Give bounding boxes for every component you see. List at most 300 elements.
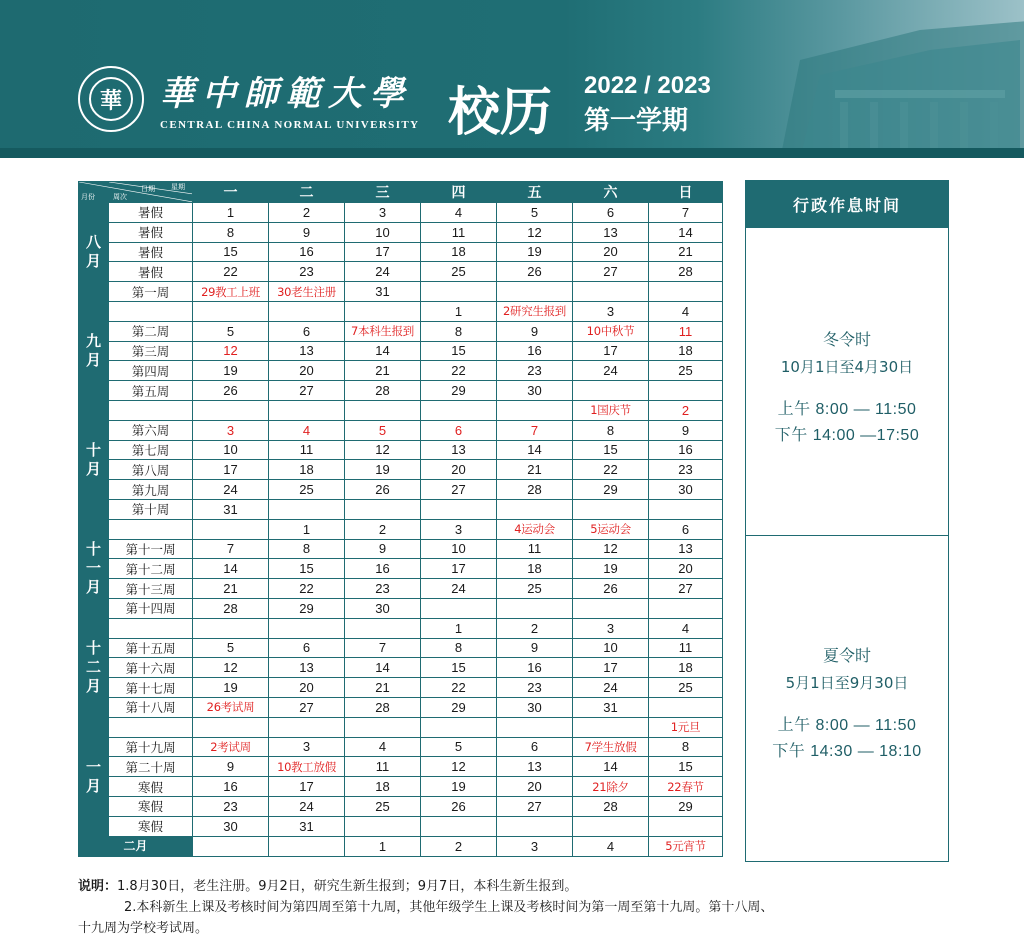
day-cell: 20 xyxy=(573,242,649,262)
day-cell: 27 xyxy=(649,579,723,599)
day-cell xyxy=(421,598,497,618)
day-cell xyxy=(573,717,649,737)
day-cell: 15 xyxy=(573,440,649,460)
day-cell: 3 xyxy=(193,420,269,440)
day-cell xyxy=(573,816,649,836)
week-label: 暑假 xyxy=(109,242,193,262)
day-cell: 28 xyxy=(497,480,573,500)
day-cell xyxy=(421,400,497,420)
weekday-header: 三 xyxy=(345,182,421,203)
day-cell xyxy=(573,381,649,401)
day-cell: 2研究生报到 xyxy=(497,301,573,321)
day-cell: 17 xyxy=(573,658,649,678)
day-cell: 5 xyxy=(421,737,497,757)
day-cell: 12 xyxy=(345,440,421,460)
week-label xyxy=(109,717,193,737)
week-label: 第十三周 xyxy=(109,579,193,599)
day-cell: 25 xyxy=(345,796,421,816)
banner-bottom-strip xyxy=(0,148,1024,158)
day-cell xyxy=(649,598,723,618)
day-cell: 4 xyxy=(649,301,723,321)
day-cell: 16 xyxy=(497,658,573,678)
day-cell: 8 xyxy=(193,222,269,242)
day-cell: 26考试周 xyxy=(193,697,269,717)
panel-divider-middle xyxy=(746,535,948,536)
day-cell: 11 xyxy=(497,539,573,559)
calendar-week-row xyxy=(79,579,723,599)
day-cell: 1 xyxy=(345,836,421,856)
day-cell: 9 xyxy=(345,539,421,559)
summer-pm-hours: 下午 14:30 — 18:10 xyxy=(772,743,922,760)
day-cell: 7学生放假 xyxy=(573,737,649,757)
calendar-week-row xyxy=(79,519,723,539)
calendar-week-row xyxy=(79,440,723,460)
day-cell xyxy=(345,400,421,420)
week-label: 第十九周 xyxy=(109,737,193,757)
day-cell xyxy=(497,717,573,737)
summer-am-hours: 上午 8:00 — 11:50 xyxy=(777,717,917,734)
day-cell: 19 xyxy=(497,242,573,262)
day-cell: 14 xyxy=(649,222,723,242)
week-label: 第二十周 xyxy=(109,757,193,777)
day-cell: 10中秋节 xyxy=(573,321,649,341)
day-cell: 12 xyxy=(573,539,649,559)
day-cell xyxy=(269,618,345,638)
day-cell: 4 xyxy=(649,618,723,638)
day-cell: 18 xyxy=(345,777,421,797)
calendar-week-row xyxy=(79,499,723,519)
day-cell xyxy=(421,717,497,737)
campus-building-image xyxy=(740,20,1024,158)
day-cell: 30 xyxy=(497,697,573,717)
day-cell: 23 xyxy=(649,460,723,480)
corner-date-label: 日期 xyxy=(141,186,155,193)
office-hours-title: 行政作息时间 xyxy=(746,181,948,227)
day-cell: 14 xyxy=(345,341,421,361)
day-cell: 14 xyxy=(193,559,269,579)
day-cell: 3 xyxy=(345,203,421,223)
day-cell: 6 xyxy=(269,638,345,658)
day-cell xyxy=(193,717,269,737)
day-cell xyxy=(649,282,723,302)
day-cell xyxy=(193,519,269,539)
day-cell: 23 xyxy=(345,579,421,599)
day-cell: 16 xyxy=(269,242,345,262)
calendar-week-row xyxy=(79,282,723,302)
week-label: 第一周 xyxy=(109,282,193,302)
day-cell: 8 xyxy=(573,420,649,440)
week-label: 第九周 xyxy=(109,480,193,500)
calendar-week-row xyxy=(79,638,723,658)
day-cell: 2 xyxy=(497,618,573,638)
day-cell xyxy=(497,400,573,420)
day-cell xyxy=(649,816,723,836)
day-cell: 12 xyxy=(193,341,269,361)
day-cell: 17 xyxy=(573,341,649,361)
day-cell: 5 xyxy=(193,321,269,341)
semester-label: 第一学期 xyxy=(584,106,689,136)
day-cell: 21 xyxy=(193,579,269,599)
corner-week-label: 周次 xyxy=(113,194,127,201)
weekday-header: 二 xyxy=(269,182,345,203)
day-cell: 23 xyxy=(193,796,269,816)
calendar-week-row xyxy=(79,796,723,816)
day-cell: 6 xyxy=(421,420,497,440)
day-cell: 30 xyxy=(193,816,269,836)
day-cell: 15 xyxy=(421,341,497,361)
day-cell xyxy=(421,816,497,836)
week-label: 第八周 xyxy=(109,460,193,480)
day-cell: 8 xyxy=(269,539,345,559)
calendar-week-row xyxy=(79,836,723,856)
day-cell: 23 xyxy=(269,262,345,282)
day-cell xyxy=(345,717,421,737)
calendar-week-row xyxy=(79,222,723,242)
day-cell: 21除夕 xyxy=(573,777,649,797)
corner-weekday-label: 星期 xyxy=(171,184,185,191)
day-cell: 6 xyxy=(573,203,649,223)
calendar-week-row xyxy=(79,480,723,500)
day-cell: 29 xyxy=(421,697,497,717)
month-label: 一 月 xyxy=(79,717,109,836)
calendar-week-row xyxy=(79,598,723,618)
day-cell: 10教工放假 xyxy=(269,757,345,777)
day-cell: 19 xyxy=(193,678,269,698)
calendar-week-row xyxy=(79,420,723,440)
day-cell: 17 xyxy=(269,777,345,797)
day-cell: 24 xyxy=(193,480,269,500)
day-cell: 19 xyxy=(193,361,269,381)
day-cell: 11 xyxy=(421,222,497,242)
day-cell: 16 xyxy=(345,559,421,579)
day-cell: 30 xyxy=(649,480,723,500)
calendar-week-row xyxy=(79,559,723,579)
day-cell: 21 xyxy=(649,242,723,262)
day-cell: 20 xyxy=(649,559,723,579)
day-cell: 24 xyxy=(345,262,421,282)
week-label: 暑假 xyxy=(109,262,193,282)
week-label: 第二周 xyxy=(109,321,193,341)
day-cell: 17 xyxy=(345,242,421,262)
day-cell: 9 xyxy=(497,321,573,341)
day-cell: 3 xyxy=(573,618,649,638)
day-cell: 10 xyxy=(421,539,497,559)
day-cell: 31 xyxy=(573,697,649,717)
corner-month-label: 月份 xyxy=(81,194,95,201)
day-cell: 5 xyxy=(193,638,269,658)
day-cell: 20 xyxy=(269,361,345,381)
week-label: 第十二周 xyxy=(109,559,193,579)
university-name-en: CENTRAL CHINA NORMAL UNIVERSITY xyxy=(160,119,420,131)
day-cell: 25 xyxy=(649,678,723,698)
day-cell: 21 xyxy=(345,361,421,381)
weekday-header: 五 xyxy=(497,182,573,203)
page-title: 校历 xyxy=(448,83,553,143)
day-cell: 2考试周 xyxy=(193,737,269,757)
day-cell: 17 xyxy=(421,559,497,579)
note-line-1 xyxy=(78,876,978,897)
day-cell xyxy=(649,697,723,717)
day-cell: 27 xyxy=(421,480,497,500)
day-cell: 5 xyxy=(345,420,421,440)
day-cell xyxy=(649,381,723,401)
month-label: 十 月 xyxy=(79,400,109,519)
day-cell: 11 xyxy=(649,638,723,658)
day-cell: 31 xyxy=(269,816,345,836)
day-cell: 6 xyxy=(497,737,573,757)
day-cell: 29 xyxy=(573,480,649,500)
day-cell: 22 xyxy=(421,678,497,698)
day-cell: 12 xyxy=(193,658,269,678)
week-label: 第五周 xyxy=(109,381,193,401)
day-cell: 14 xyxy=(497,440,573,460)
day-cell: 9 xyxy=(269,222,345,242)
day-cell: 4 xyxy=(345,737,421,757)
week-label: 第十一周 xyxy=(109,539,193,559)
day-cell xyxy=(193,618,269,638)
day-cell: 12 xyxy=(421,757,497,777)
note-text-1: 1.8月30日，老生注册。9月2日，研究生新生报到；9月7日，本科生新生报到。 xyxy=(117,879,578,894)
day-cell: 2 xyxy=(421,836,497,856)
week-label xyxy=(109,618,193,638)
day-cell: 22 xyxy=(269,579,345,599)
day-cell: 29教工上班 xyxy=(193,282,269,302)
day-cell: 31 xyxy=(345,282,421,302)
day-cell: 15 xyxy=(269,559,345,579)
day-cell: 23 xyxy=(497,678,573,698)
day-cell: 31 xyxy=(193,499,269,519)
university-seal-logo xyxy=(78,66,144,132)
day-cell: 26 xyxy=(345,480,421,500)
seal-character: 華 xyxy=(89,77,133,121)
day-cell: 25 xyxy=(497,579,573,599)
day-cell: 30老生注册 xyxy=(269,282,345,302)
day-cell xyxy=(193,301,269,321)
day-cell: 4运动会 xyxy=(497,519,573,539)
winter-am-hours: 上午 8:00 — 11:50 xyxy=(777,401,917,418)
month-label: 十 二 月 xyxy=(79,618,109,717)
weekday-header-row xyxy=(79,182,723,203)
calendar-week-row xyxy=(79,400,723,420)
week-label: 寒假 xyxy=(109,777,193,797)
day-cell: 13 xyxy=(573,222,649,242)
day-cell: 29 xyxy=(649,796,723,816)
day-cell: 8 xyxy=(649,737,723,757)
week-label: 第十六周 xyxy=(109,658,193,678)
day-cell: 25 xyxy=(421,262,497,282)
day-cell: 13 xyxy=(269,658,345,678)
winter-schedule xyxy=(746,327,948,449)
header-banner xyxy=(0,0,1024,158)
day-cell: 21 xyxy=(497,460,573,480)
day-cell xyxy=(497,282,573,302)
day-cell: 1元旦 xyxy=(649,717,723,737)
week-label: 暑假 xyxy=(109,203,193,223)
day-cell: 20 xyxy=(497,777,573,797)
day-cell: 15 xyxy=(649,757,723,777)
day-cell: 11 xyxy=(345,757,421,777)
day-cell xyxy=(269,499,345,519)
day-cell: 8 xyxy=(421,638,497,658)
day-cell: 1 xyxy=(421,618,497,638)
day-cell xyxy=(649,499,723,519)
day-cell: 15 xyxy=(193,242,269,262)
day-cell: 1 xyxy=(269,519,345,539)
month-label: 十 一 月 xyxy=(79,519,109,618)
day-cell xyxy=(269,836,345,856)
calendar-week-row xyxy=(79,757,723,777)
week-label xyxy=(109,301,193,321)
winter-pm-hours: 下午 14:00 —17:50 xyxy=(774,427,920,444)
day-cell: 7 xyxy=(193,539,269,559)
calendar-week-row xyxy=(79,737,723,757)
weekday-header: 日 xyxy=(649,182,723,203)
day-cell: 27 xyxy=(573,262,649,282)
day-cell: 22 xyxy=(421,361,497,381)
day-cell: 24 xyxy=(573,361,649,381)
day-cell: 9 xyxy=(649,420,723,440)
day-cell: 16 xyxy=(497,341,573,361)
day-cell: 24 xyxy=(573,678,649,698)
week-label: 寒假 xyxy=(109,796,193,816)
day-cell xyxy=(345,618,421,638)
day-cell xyxy=(193,400,269,420)
day-cell: 6 xyxy=(269,321,345,341)
day-cell xyxy=(269,301,345,321)
winter-range: 10月1日至4月30日 xyxy=(780,358,914,376)
day-cell: 5元宵节 xyxy=(649,836,723,856)
day-cell: 30 xyxy=(497,381,573,401)
day-cell: 27 xyxy=(497,796,573,816)
day-cell: 3 xyxy=(421,519,497,539)
day-cell xyxy=(573,499,649,519)
day-cell: 7 xyxy=(497,420,573,440)
week-label: 第十四周 xyxy=(109,598,193,618)
week-label: 第十五周 xyxy=(109,638,193,658)
day-cell: 8 xyxy=(421,321,497,341)
day-cell: 6 xyxy=(649,519,723,539)
calendar-week-row xyxy=(79,460,723,480)
weekday-header: 四 xyxy=(421,182,497,203)
month-label: 二月 xyxy=(79,836,193,856)
day-cell: 21 xyxy=(345,678,421,698)
note-label: 说明： xyxy=(78,879,118,894)
day-cell xyxy=(269,717,345,737)
day-cell: 2 xyxy=(345,519,421,539)
day-cell: 9 xyxy=(497,638,573,658)
calendar-week-row xyxy=(79,242,723,262)
day-cell: 2 xyxy=(269,203,345,223)
day-cell xyxy=(573,282,649,302)
calendar-week-row xyxy=(79,658,723,678)
calendar-week-row xyxy=(79,618,723,638)
weekday-header: 一 xyxy=(193,182,269,203)
calendar-week-row xyxy=(79,816,723,836)
day-cell: 19 xyxy=(421,777,497,797)
day-cell: 1 xyxy=(193,203,269,223)
day-cell: 7本科生报到 xyxy=(345,321,421,341)
day-cell xyxy=(345,499,421,519)
day-cell: 24 xyxy=(269,796,345,816)
week-label: 第四周 xyxy=(109,361,193,381)
month-label: 八 月 xyxy=(79,203,109,302)
day-cell: 29 xyxy=(421,381,497,401)
day-cell xyxy=(421,499,497,519)
week-label: 寒假 xyxy=(109,816,193,836)
week-label: 第十八周 xyxy=(109,697,193,717)
calendar-week-row xyxy=(79,203,723,223)
day-cell: 18 xyxy=(649,658,723,678)
day-cell xyxy=(497,598,573,618)
academic-year: 2022 / 2023 xyxy=(584,72,711,99)
day-cell: 27 xyxy=(269,697,345,717)
day-cell: 17 xyxy=(193,460,269,480)
day-cell: 10 xyxy=(193,440,269,460)
table-corner-header xyxy=(79,182,193,203)
note-line-2: 2.本科新生上课及考核时间为第四周至第十九周，其他年级学生上课及考核时间为第一周至第十九周。第十八周、 xyxy=(124,900,774,915)
day-cell: 30 xyxy=(345,598,421,618)
day-cell: 27 xyxy=(269,381,345,401)
day-cell: 16 xyxy=(193,777,269,797)
school-calendar-table xyxy=(78,181,723,857)
day-cell xyxy=(497,816,573,836)
day-cell: 18 xyxy=(497,559,573,579)
calendar-week-row xyxy=(79,341,723,361)
day-cell: 14 xyxy=(573,757,649,777)
day-cell xyxy=(497,499,573,519)
calendar-body xyxy=(79,203,723,857)
day-cell xyxy=(345,816,421,836)
day-cell: 5 xyxy=(497,203,573,223)
day-cell xyxy=(345,301,421,321)
week-label: 第十七周 xyxy=(109,678,193,698)
calendar-week-row xyxy=(79,361,723,381)
day-cell: 3 xyxy=(269,737,345,757)
calendar-week-row xyxy=(79,678,723,698)
day-cell: 22 xyxy=(193,262,269,282)
day-cell: 16 xyxy=(649,440,723,460)
summer-schedule xyxy=(746,643,948,765)
day-cell: 10 xyxy=(345,222,421,242)
day-cell: 7 xyxy=(649,203,723,223)
calendar-week-row xyxy=(79,321,723,341)
day-cell: 4 xyxy=(269,420,345,440)
day-cell xyxy=(269,400,345,420)
week-label: 第七周 xyxy=(109,440,193,460)
day-cell: 19 xyxy=(345,460,421,480)
week-label: 第三周 xyxy=(109,341,193,361)
day-cell: 9 xyxy=(193,757,269,777)
day-cell: 25 xyxy=(649,361,723,381)
day-cell: 13 xyxy=(269,341,345,361)
day-cell: 26 xyxy=(421,796,497,816)
calendar-week-row xyxy=(79,381,723,401)
day-cell: 11 xyxy=(649,321,723,341)
day-cell: 4 xyxy=(573,836,649,856)
winter-title: 冬令时 xyxy=(822,330,871,349)
month-label: 九 月 xyxy=(79,301,109,400)
day-cell: 15 xyxy=(421,658,497,678)
day-cell: 20 xyxy=(269,678,345,698)
day-cell: 18 xyxy=(649,341,723,361)
day-cell: 13 xyxy=(497,757,573,777)
day-cell: 20 xyxy=(421,460,497,480)
day-cell: 19 xyxy=(573,559,649,579)
day-cell xyxy=(193,836,269,856)
day-cell: 25 xyxy=(269,480,345,500)
panel-divider-top xyxy=(746,227,948,228)
day-cell: 14 xyxy=(345,658,421,678)
